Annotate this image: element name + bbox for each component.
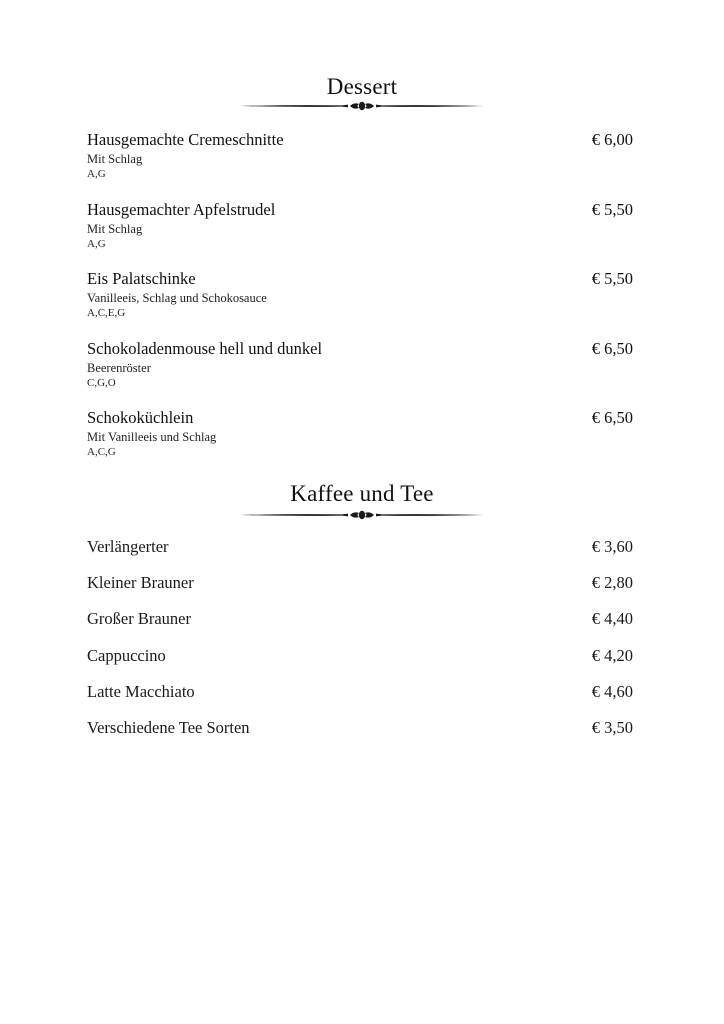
item-allergens: C,G,O — [87, 377, 116, 389]
item-price: € 2,80 — [591, 573, 633, 592]
item-price: € 5,50 — [591, 269, 633, 288]
item-name: Latte Macchiato — [87, 682, 195, 701]
item-price: € 6,50 — [591, 339, 633, 358]
item-name: Hausgemachter Apfelstrudel — [87, 200, 276, 219]
item-name: Verschiedene Tee Sorten — [87, 718, 250, 737]
ornamental-divider-icon — [238, 508, 486, 522]
drink-item — [87, 609, 633, 629]
section-title-dessert: Dessert — [326, 74, 398, 99]
item-description: Mit Schlag — [87, 152, 143, 166]
item-name: Kleiner Brauner — [87, 573, 194, 592]
item-allergens: A,C,G — [87, 446, 116, 458]
item-allergens: A,G — [87, 238, 106, 250]
item-price: € 4,40 — [591, 609, 633, 628]
item-name: Cappuccino — [87, 646, 166, 665]
item-allergens: A,G — [87, 168, 106, 180]
item-price: € 4,60 — [591, 682, 633, 701]
item-price: € 6,00 — [591, 130, 633, 149]
menu-item — [87, 408, 633, 458]
item-price: € 6,50 — [591, 408, 633, 427]
drink-item — [87, 573, 633, 593]
menu-item — [87, 269, 633, 319]
menu-item — [87, 200, 633, 250]
item-name: Schokoladenmouse hell und dunkel — [87, 339, 323, 358]
item-name: Eis Palatschinke — [87, 269, 196, 288]
menu-item — [87, 339, 633, 389]
item-description: Beerenröster — [87, 361, 151, 375]
item-name: Hausgemachte Cremeschnitte — [87, 130, 284, 149]
drink-item — [87, 537, 633, 557]
item-description: Mit Schlag — [87, 222, 143, 236]
item-name: Schokoküchlein — [87, 408, 194, 427]
item-allergens: A,C,E,G — [87, 307, 126, 319]
item-description: Mit Vanilleeis und Schlag — [87, 430, 217, 444]
item-name: Verlängerter — [87, 537, 169, 556]
item-price: € 3,60 — [591, 537, 633, 556]
drink-item — [87, 646, 633, 666]
item-price: € 4,20 — [591, 646, 633, 665]
drink-item — [87, 718, 633, 738]
item-price: € 3,50 — [591, 718, 633, 737]
menu-item — [87, 130, 633, 180]
item-price: € 5,50 — [591, 200, 633, 219]
item-description: Vanilleeis, Schlag und Schokosauce — [87, 291, 267, 305]
drink-item — [87, 682, 633, 702]
section-title-drinks: Kaffee und Tee — [290, 481, 434, 506]
ornamental-divider-icon — [238, 99, 486, 113]
item-name: Großer Brauner — [87, 609, 191, 628]
